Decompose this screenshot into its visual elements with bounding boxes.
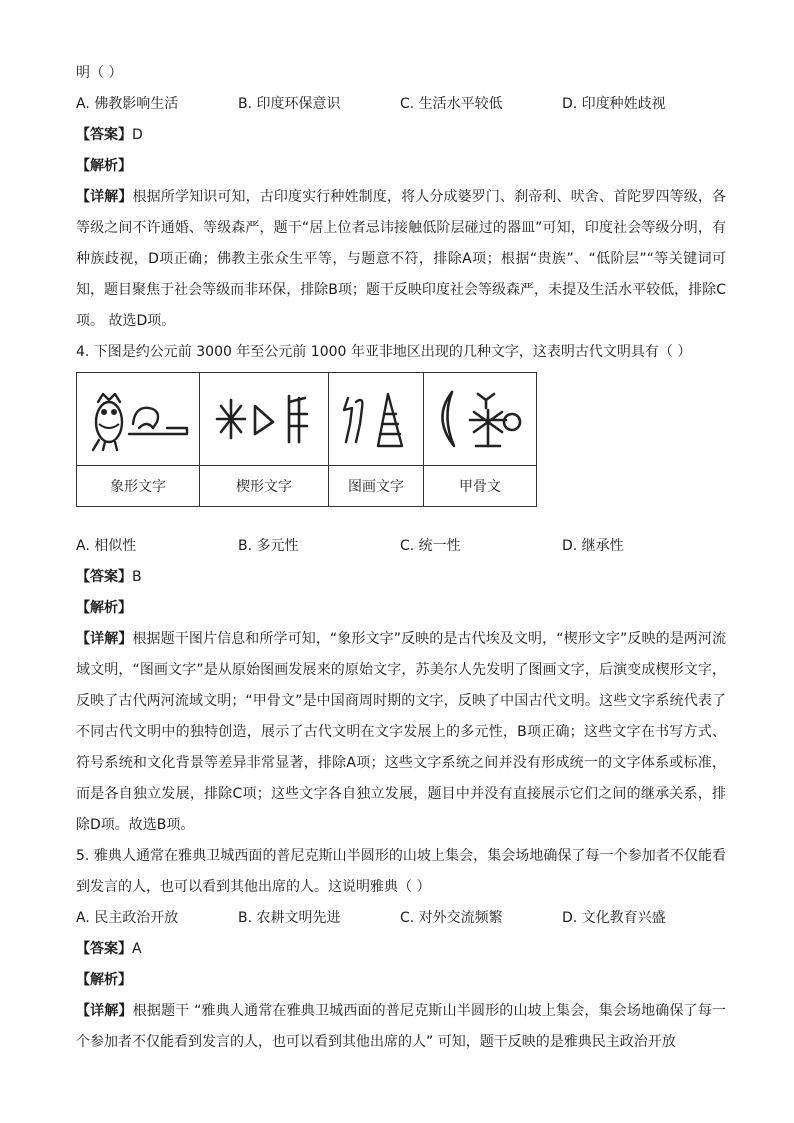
q3-stem-tail: 明（ ） — [76, 65, 123, 81]
q4-option-c: C. 统一性 — [400, 538, 461, 554]
detail-text: 根据题干图片信息和所学可知，“象形文字”反映的是古代埃及文明，“楔形文字”反映的是两河流域文明，“图画文字”是从原始图画发展来的原始文字，苏美尔人先发明了图画文字，后演变成楔形文字，反映了古代两河流域文明；“甲骨文”是中国商周时期的文字，反映了中国古代文明。这些文字系统代表了不同古代文明中的独特创造，展示了古代文明在文字发展上的多元性，B项正确；这些文字在书写方式、符号系统和文化背景等差异非常显著，排除A项；这些文字系统之间并没有形成统一的文字体系或标准，而是各自独立发展，排除C项；这些文字各自独立发展，题目中并没有直接展示它们之间的继承关系，排除D项。故选B项。 — [76, 631, 727, 833]
answer-label: 【答案】 — [76, 127, 132, 143]
answer-value: A — [132, 941, 142, 957]
owl-glyph-icon — [83, 384, 193, 454]
q5-detail — [76, 996, 726, 1058]
q4-options — [76, 531, 726, 562]
table-cell-cuneiform: 楔形文字 — [200, 466, 329, 507]
q3-analysis-label: 【解析】 — [76, 158, 132, 174]
q3-option-d: D. 印度种姓歧视 — [562, 96, 666, 112]
q5-stem: 5. 雅典人通常在雅典卫城西面的普尼克斯山半圆形的山坡上集会，集会场地确保了每一个参加者不仅能看到发言的人，也可以看到其他出席的人。这说明雅典（ ） — [76, 848, 726, 895]
hieroglyph-image — [77, 373, 200, 466]
q5-option-c: C. 对外交流频繁 — [400, 910, 503, 926]
q3-options — [76, 89, 726, 120]
q4-option-a: A. 相似性 — [76, 538, 137, 554]
table-cell-oracle-bone: 甲骨文 — [424, 466, 537, 507]
q5-analysis-label: 【解析】 — [76, 972, 132, 988]
q5-options — [76, 903, 726, 934]
ancient-scripts-table — [76, 372, 537, 507]
detail-text: 根据所学知识可知，古印度实行种姓制度，将人分成婆罗门、刹帝利、吠舍、首陀罗四等级，各等级之间不许通婚、等级森严，题干“居上位者忌讳接触低阶层碰过的器皿”可知，印度社会等级分明，有种族歧视，D项正确；佛教主张众生平等，与题意不符，排除A项；根据“贵族”、“低阶层”“等关键词可知，题目聚焦于社会等级而非环保，排除B项；题干反映印度社会等级森严，未提及生活水平较低，排除C项。 故选D项。 — [76, 189, 727, 329]
answer-label: 【答案】 — [76, 569, 132, 585]
q3-option-a: A. 佛教影响生活 — [76, 96, 179, 112]
q4-stem: 4. 下图是约公元前 3000 年至公元前 1000 年亚非地区出现的几种文字，这表明古代文明具有（ ） — [76, 344, 692, 360]
answer-label: 【答案】 — [76, 941, 132, 957]
q5-option-b: B. 农耕文明先进 — [238, 910, 341, 926]
picture-glyph-icon — [334, 384, 418, 454]
q3-answer — [76, 120, 726, 151]
document-page — [76, 58, 726, 1058]
q5-answer — [76, 934, 726, 965]
q4-answer — [76, 562, 726, 593]
q4-detail — [76, 624, 726, 841]
table-cell-picture-writing: 图画文字 — [329, 466, 424, 507]
q4-option-b: B. 多元性 — [238, 538, 299, 554]
q4-analysis-label: 【解析】 — [76, 600, 132, 616]
answer-value: D — [132, 127, 143, 143]
oracle-glyph-icon — [430, 384, 530, 454]
oracle-bone-image — [424, 373, 537, 466]
detail-label: 【详解】 — [76, 189, 133, 205]
cuneiform-image — [200, 373, 329, 466]
q3-option-c: C. 生活水平较低 — [400, 96, 503, 112]
answer-value: B — [132, 569, 142, 585]
q4-option-d: D. 继承性 — [562, 538, 624, 554]
q5-option-d: D. 文化教育兴盛 — [562, 910, 666, 926]
picture-writing-image — [329, 373, 424, 466]
detail-label: 【详解】 — [76, 631, 133, 647]
detail-text: 根据题干 “雅典人通常在雅典卫城西面的普尼克斯山半圆形的山坡上集会，集会场地确保了每一个参加者不仅能看到发言的人，也可以看到其他出席的人” 可知，题干反映的是雅典民主政治开放 — [76, 1003, 727, 1050]
q3-detail — [76, 182, 726, 337]
q3-option-b: B. 印度环保意识 — [238, 96, 341, 112]
q5-option-a: A. 民主政治开放 — [76, 910, 179, 926]
cuneiform-glyph-icon — [209, 384, 319, 454]
detail-label: 【详解】 — [76, 1003, 133, 1019]
table-cell-hieroglyph: 象形文字 — [77, 466, 200, 507]
